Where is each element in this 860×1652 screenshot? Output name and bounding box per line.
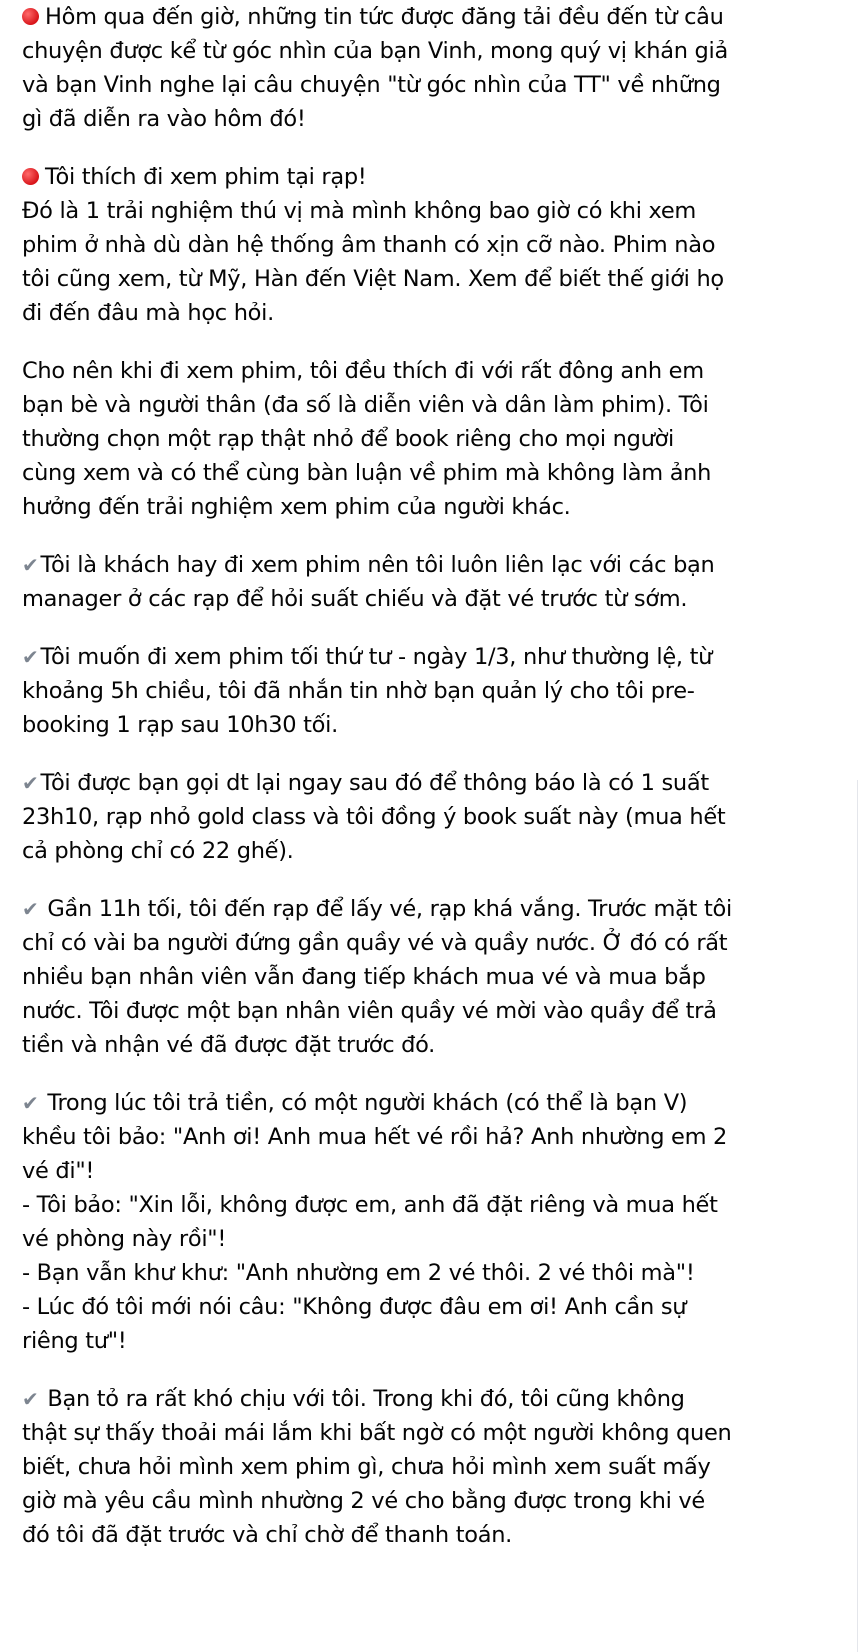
red-circle-icon (22, 168, 39, 185)
check-mark-icon: ✔ (22, 771, 39, 795)
text-line (22, 960, 840, 994)
text-line (22, 800, 840, 834)
text-line (22, 1416, 840, 1450)
post-body (22, 0, 840, 1576)
line-text: tôi cũng xem, từ Mỹ, Hàn đến Việt Nam. Xem để biết thế giới họ (22, 266, 724, 292)
line-text: đó tôi đã đặt trước và chỉ chờ để thanh toán. (22, 1522, 513, 1548)
line-text: - Bạn vẫn khư khư: "Anh nhường em 2 vé thôi. 2 vé thôi mà"! (22, 1260, 695, 1286)
line-text: khoảng 5h chiều, tôi đã nhắn tin nhờ bạn quản lý cho tôi pre- (22, 678, 695, 704)
line-text: cả phòng chỉ có 22 ghế). (22, 838, 294, 864)
line-text: Đó là 1 trải nghiệm thú vị mà mình không bao giờ có khi xem (22, 198, 697, 224)
text-line (22, 354, 840, 388)
text-line (22, 0, 840, 34)
line-text: manager ở các rạp để hỏi suất chiếu và đặt vé trước từ sớm. (22, 586, 688, 612)
line-text: vé phòng này rồi"! (22, 1226, 227, 1252)
text-line (22, 160, 840, 194)
text-line (22, 1120, 840, 1154)
line-text: biết, chưa hỏi mình xem phim gì, chưa hỏi mình xem suất mấy (22, 1454, 711, 1480)
line-text: phim ở nhà dù dàn hệ thống âm thanh có xịn cỡ nào. Phim nào (22, 232, 716, 258)
text-line (22, 766, 840, 800)
post-paragraph (22, 0, 840, 136)
line-text: và bạn Vinh nghe lại câu chuyện "từ góc nhìn của TT" về những (22, 72, 721, 98)
text-line (22, 994, 840, 1028)
line-text: Gần 11h tối, tôi đến rạp để lấy vé, rạp khá vắng. Trước mặt tôi (40, 896, 732, 922)
check-mark-icon: ✔ (22, 897, 39, 921)
text-line (22, 456, 840, 490)
line-text: - Lúc đó tôi mới nói câu: "Không được đâu em ơi! Anh cần sự (22, 1294, 687, 1320)
check-mark-icon: ✔ (22, 553, 39, 577)
line-text: riêng tư"! (22, 1328, 127, 1354)
line-text: Trong lúc tôi trả tiền, có một người khách (có thể là bạn V) (40, 1090, 688, 1116)
post-paragraph (22, 548, 840, 616)
red-circle-icon (22, 8, 39, 25)
text-line (22, 548, 840, 582)
line-text: Tôi muốn đi xem phim tối thứ tư - ngày 1/3, như thường lệ, từ (40, 644, 713, 670)
text-line (22, 674, 840, 708)
line-text: booking 1 rạp sau 10h30 tối. (22, 712, 338, 738)
line-text: khều tôi bảo: "Anh ơi! Anh mua hết vé rồi hả? Anh nhường em 2 (22, 1124, 728, 1150)
text-line (22, 228, 840, 262)
line-text: Bạn tỏ ra rất khó chịu với tôi. Trong khi đó, tôi cũng không (40, 1386, 685, 1412)
line-text: đi đến đâu mà học hỏi. (22, 300, 274, 326)
text-line (22, 388, 840, 422)
text-line (22, 640, 840, 674)
line-text: thật sự thấy thoải mái lắm khi bất ngờ có một người không quen (22, 1420, 732, 1446)
line-text: gì đã diễn ra vào hôm đó! (22, 106, 306, 132)
line-text: - Tôi bảo: "Xin lỗi, không được em, anh đã đặt riêng và mua hết (22, 1192, 718, 1218)
line-text: giờ mà yêu cầu mình nhường 2 vé cho bằng được trong khi vé (22, 1488, 705, 1514)
line-text: Tôi là khách hay đi xem phim nên tôi luôn liên lạc với các bạn (40, 552, 715, 578)
text-line (22, 1188, 840, 1222)
line-text: nhiều bạn nhân viên vẫn đang tiếp khách mua vé và mua bắp (22, 964, 706, 990)
text-line (22, 708, 840, 742)
text-line (22, 68, 840, 102)
text-line (22, 582, 840, 616)
text-line (22, 1450, 840, 1484)
line-text: 23h10, rạp nhỏ gold class và tôi đồng ý book suất này (mua hết (22, 804, 726, 830)
text-line (22, 490, 840, 524)
text-line (22, 1382, 840, 1416)
text-line (22, 296, 840, 330)
check-mark-icon: ✔ (22, 1091, 39, 1115)
text-line (22, 1222, 840, 1256)
post-paragraph (22, 892, 840, 1062)
text-line (22, 102, 840, 136)
line-text: nước. Tôi được một bạn nhân viên quầy vé mời vào quầy để trả (22, 998, 717, 1024)
line-text: Tôi thích đi xem phim tại rạp! (45, 164, 367, 190)
post-paragraph (22, 354, 840, 524)
text-line (22, 834, 840, 868)
line-text: Cho nên khi đi xem phim, tôi đều thích đi với rất đông anh em (22, 358, 704, 384)
line-text: thường chọn một rạp thật nhỏ để book riêng cho mọi người (22, 426, 674, 452)
post-paragraph (22, 160, 840, 330)
text-line (22, 34, 840, 68)
post-paragraph (22, 766, 840, 868)
check-mark-icon: ✔ (22, 1387, 39, 1411)
text-line (22, 1484, 840, 1518)
text-line (22, 422, 840, 456)
line-text: bạn bè và người thân (đa số là diễn viên và dân làm phim). Tôi (22, 392, 709, 418)
text-line (22, 1154, 840, 1188)
text-line (22, 1518, 840, 1552)
text-line (22, 1028, 840, 1062)
text-line (22, 1086, 840, 1120)
line-text: tiền và nhận vé đã được đặt trước đó. (22, 1032, 436, 1058)
text-line (22, 1256, 840, 1290)
line-text: chuyện được kể từ góc nhìn của bạn Vinh, mong quý vị khán giả (22, 38, 728, 64)
text-line (22, 194, 840, 228)
text-line (22, 892, 840, 926)
line-text: Hôm qua đến giờ, những tin tức được đăng tải đều đến từ câu (45, 4, 724, 30)
line-text: Tôi được bạn gọi dt lại ngay sau đó để thông báo là có 1 suất (40, 770, 709, 796)
divider (857, 780, 858, 1652)
line-text: chỉ có vài ba người đứng gần quầy vé và quầy nước. Ở đó có rất (22, 930, 728, 956)
post-paragraph (22, 1382, 840, 1552)
post-paragraph (22, 1086, 840, 1358)
text-line (22, 1324, 840, 1358)
line-text: cùng xem và có thể cùng bàn luận về phim mà không làm ảnh (22, 460, 712, 486)
check-mark-icon: ✔ (22, 645, 39, 669)
text-line (22, 926, 840, 960)
post-paragraph (22, 640, 840, 742)
text-line (22, 1290, 840, 1324)
text-line (22, 262, 840, 296)
line-text: vé đi"! (22, 1158, 95, 1184)
line-text: hưởng đến trải nghiệm xem phim của người khác. (22, 494, 571, 520)
